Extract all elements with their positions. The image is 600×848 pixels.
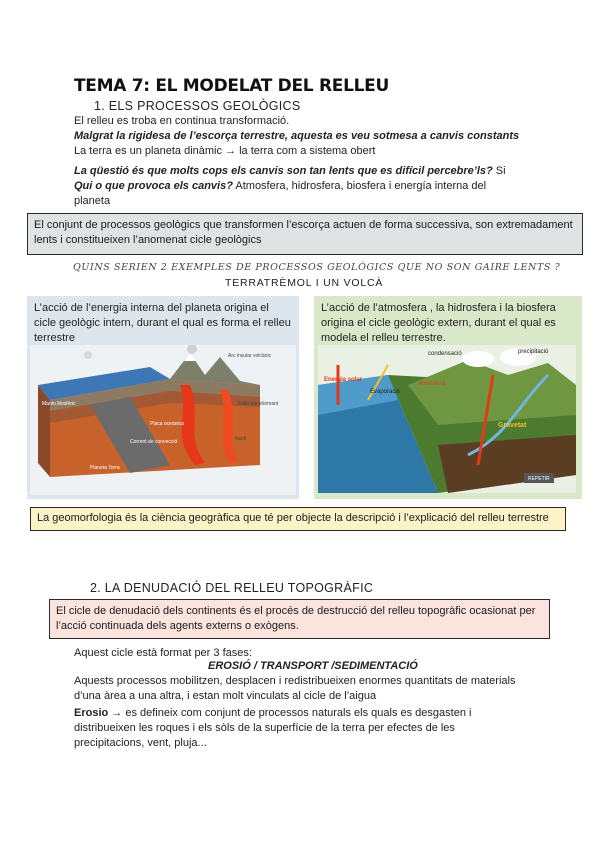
section-2-heading: 2. LA DENUDACIÓ DEL RELLEU TOPOGRÀFIC — [90, 581, 374, 595]
water-cycle-diagram — [318, 345, 576, 493]
label-arc: Arc insular volcànic — [228, 353, 272, 359]
label-corrent: Corrent de convecció — [130, 439, 178, 445]
label-evaporacio: Evaporació — [370, 389, 401, 395]
label-condensacio: condensació — [428, 351, 462, 357]
label-placa: Placa oceànica — [150, 421, 184, 427]
who-line-2: planeta — [74, 195, 111, 207]
who-bold: Qui o que provoca els canvis? — [74, 180, 233, 192]
external-cycle-text: L’acció de l’atmosfera , la hidrosfera i la biosfera origina el cicle geològic extern, durant el qual es modela el relleu terrestre. — [321, 302, 556, 344]
intro-line-1: El relleu es troba en continua transformació. — [74, 115, 290, 127]
definition-box: El conjunt de processos geològics que transformen l’escorça actuen de forma successiva, son extremadament lents i constitueixen l’anomenat cicle geològics — [27, 213, 583, 255]
intro-line-2: Malgrat la rigidesa de l’escorça terrestre, aquesta es veu sotmesa a canvis constants — [74, 130, 520, 142]
who-tail: Atmosfera, hidrosfera, biosfera i energía interna del — [232, 180, 487, 192]
phases-list: EROSIÓ / TRANSPORT /SEDIMENTACIÓ — [208, 660, 418, 672]
erosio-label: Erosio — [74, 707, 109, 719]
section-1-heading: 1. ELS PROCESSOS GEOLÒGICS — [94, 99, 301, 113]
exam-question: QUINS SERIEN 2 EXEMPLES DE PROCESSOS GEOLÒGICS QUE NO SON GAIRE LENTS ? — [73, 262, 561, 273]
label-energia: Energia solar — [324, 377, 363, 383]
label-repetir: REPETIR — [528, 476, 550, 482]
label-falla: Falla transformant — [238, 401, 279, 407]
label-atmosfera: Atmosfera — [418, 381, 446, 387]
denudation-definition-box: El cicle de denudació dels continents és el procés de destrucció del relleu topogràfic ocasionat per l’acció continuada dels agents externs o exògens. — [49, 599, 550, 639]
question-bold: La qüestió és que molts cops els canvis son tan lents que es difícil percebre’ls? — [74, 165, 493, 177]
processes-paragraph: Aquests processos mobilitzen, desplacen i redistribueixen enormes quantitats de materials d’una àrea a una altra, i estan molt vinculats al cicle de l’aigua — [74, 675, 516, 702]
internal-cycle-text: L’acció de l’energia interna del planeta origina el cicle geològic intern, durant el qual es forma el relleu terrestre — [34, 302, 291, 344]
page-title: TEMA 7: EL MODELAT DEL RELLEU — [74, 76, 389, 96]
phases-intro: Aquest cicle està format per 3 fases: — [74, 647, 252, 659]
label-planeta: Planeta Terra — [90, 465, 120, 471]
label-nucli: Nucli — [235, 436, 247, 442]
question-tail: Si — [492, 165, 506, 177]
geomorfologia-box: La geomorfologia és la ciència geogràfica que té per objecte la descripció i l’explicació del relleu terrestre — [30, 507, 566, 531]
label-precipitacio: precipitació — [518, 349, 549, 355]
intro-line-3: La terra es un planeta dinàmic → la terra com a sistema obert — [74, 145, 376, 157]
question-line — [74, 164, 534, 179]
tectonic-diagram — [30, 345, 296, 495]
exam-answer: TERRATRÈMOL I UN VOLCÀ — [225, 277, 384, 289]
erosio-paragraph — [74, 706, 482, 751]
erosio-text: → es defineix com conjunt de processos naturals els quals es desgasten i distribueixen les roques i els sòls de la superfície de la terra per efectes de les precipitacions, vent, pluja... — [74, 707, 472, 749]
who-line — [74, 179, 534, 194]
label-manto: Manto litosfèric — [42, 401, 76, 407]
label-gravetat: Gravetat — [498, 422, 527, 429]
